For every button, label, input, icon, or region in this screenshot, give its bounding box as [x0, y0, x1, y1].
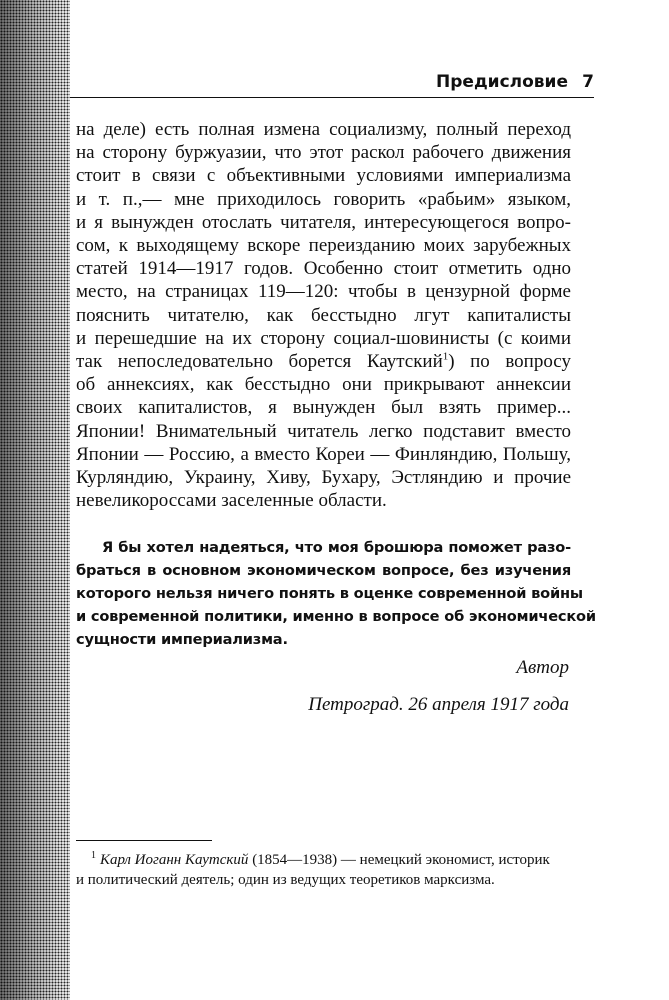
- body-line: и перешедшие на их сторону социал-шовинисты (с коими: [76, 327, 571, 349]
- footnote-number: 1: [91, 850, 96, 861]
- bold-line: которого нельзя ничего понять в оценке современной войны: [76, 585, 583, 602]
- body-line-text: так непоследовательно борется Каутский: [76, 351, 443, 373]
- body-line: об аннексиях, как бесстыдно они прикрывают аннексии: [76, 374, 571, 396]
- body-line: и т. п.,— мне приходилось говорить «рабьим» языком,: [76, 188, 571, 210]
- body-line: стоит в связи с объективными условиями империализма: [76, 165, 571, 187]
- body-line: на деле) есть полная измена социализму, полный переход: [76, 119, 571, 140]
- footnote-person-name: Карл Иоганн Каутский: [100, 852, 249, 868]
- signature-author: Автор: [516, 657, 569, 678]
- body-line: место, на страницах 119—120: чтобы в цензурной форме: [76, 281, 571, 303]
- bold-line: сущности империализма.: [76, 631, 288, 648]
- body-line: Японии! Внимательный читатель легко подставит вместо: [76, 420, 571, 442]
- page-number: 7: [582, 72, 594, 92]
- body-line: пояснить читателю, как бесстыдно лгут капиталисты: [76, 304, 571, 326]
- bold-paragraph: [76, 536, 596, 651]
- footnote-text: (1854—1938) — немецкий экономист, историк: [248, 852, 550, 868]
- footnote-rule: [76, 840, 212, 841]
- body-line: Японии — Россию, а вместо Кореи — Финляндию, Польшу,: [76, 443, 571, 465]
- bold-line: браться в основном экономическом вопросе, без изучения: [76, 562, 571, 579]
- body-line: невеликороссами заселенные области.: [76, 490, 387, 512]
- footnote-line: и политический деятель; один из ведущих теоретиков марксизма.: [76, 872, 495, 888]
- header-rule: [70, 97, 594, 98]
- footnote: [76, 850, 571, 890]
- body-line-with-footnote-ref: [76, 350, 571, 373]
- body-line: Курляндию, Украину, Хиву, Бухару, Эстляндию и прочие: [76, 467, 571, 489]
- footnote-line: [76, 850, 571, 870]
- running-header: [70, 70, 594, 94]
- body-line-text: ) по вопросу: [448, 351, 571, 373]
- running-header-title: Предисловие: [436, 72, 568, 92]
- body-line: сом, к выходящему вскоре переизданию моих зарубежных: [76, 235, 571, 257]
- bold-line: и современной политики, именно в вопросе об экономической: [76, 608, 596, 625]
- body-line: своих капиталистов, я вынужден был взять пример...: [76, 397, 571, 419]
- body-line: и я вынужден отослать читателя, интересующегося вопро-: [76, 211, 571, 233]
- footnote-reference[interactable]: 1: [442, 350, 449, 363]
- bold-line: Я бы хотел надеяться, что моя брошюра поможет разо-: [102, 539, 571, 556]
- page-edge-shadow: [0, 0, 70, 1000]
- body-line: на сторону буржуазии, что этот раскол рабочего движения: [76, 142, 571, 164]
- signature-place-date: Петроград. 26 апреля 1917 года: [308, 694, 569, 715]
- body-line: статей 1914—1917 годов. Особенно стоит отметить одно: [76, 258, 571, 280]
- body-paragraph: [76, 118, 571, 512]
